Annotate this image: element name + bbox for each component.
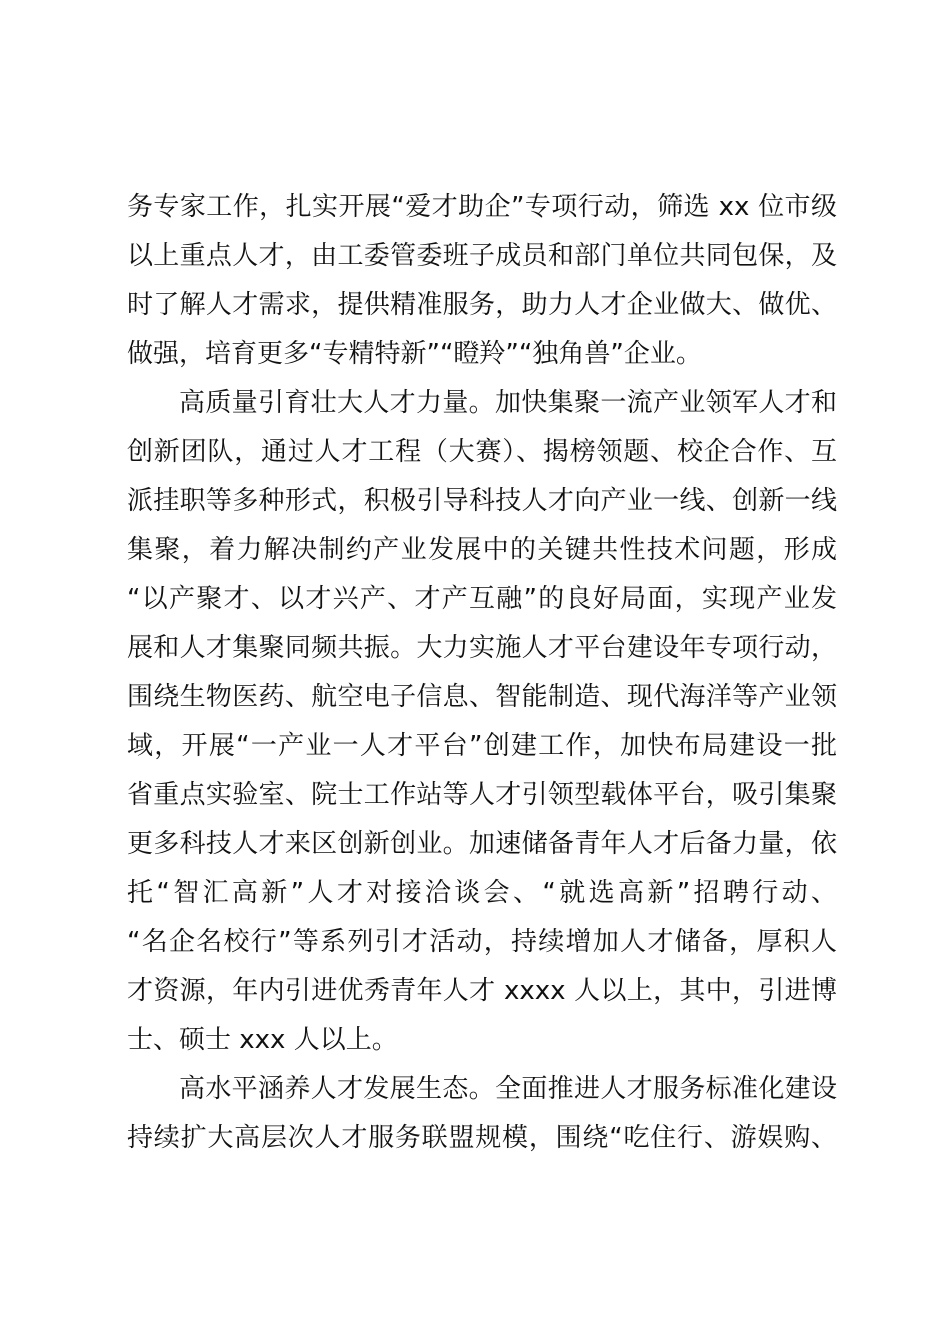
text-line: 围绕生物医药、航空电子信息、智能制造、现代海洋等产业领	[127, 682, 837, 712]
text-line: 以上重点人才，由工委管委班子成员和部门单位共同包保，及	[127, 241, 837, 271]
text-line: “名企名校行”等系列引才活动，持续增加人才储备，厚积人	[127, 927, 837, 957]
text-line: 士、硕士 xxx 人以上。	[127, 1025, 398, 1055]
text-line: 集聚，着力解决制约产业发展中的关键共性技术问题，形成	[127, 535, 837, 565]
text-line: 派挂职等多种形式，积极引导科技人才向产业一线、创新一线	[127, 486, 837, 516]
text-line: “以产聚才、以才兴产、才产互融”的良好局面，实现产业发	[127, 584, 837, 614]
text-line: 展和人才集聚同频共振。大力实施人才平台建设年专项行动，	[127, 633, 837, 663]
document-body	[127, 183, 837, 1163]
text-line: 更多科技人才来区创新创业。加速储备青年人才后备力量，依	[127, 829, 837, 859]
paragraph-heading-line: 高水平涵养人才发展生态。全面推进人才服务标准化建设	[179, 1074, 837, 1104]
text-line: 持续扩大高层次人才服务联盟规模，围绕“吃住行、游娱购、	[127, 1123, 837, 1153]
paragraph-heading-line: 高质量引育壮大人才力量。加快集聚一流产业领军人才和	[179, 388, 837, 418]
text-line: 域，开展“一产业一人才平台”创建工作，加快布局建设一批	[127, 731, 837, 761]
text-line: 做强，培育更多“专精特新”“瞪羚”“独角兽”企业。	[127, 339, 702, 369]
text-line: 托“智汇高新”人才对接洽谈会、“就选高新”招聘行动、	[127, 878, 837, 908]
text-line: 才资源，年内引进优秀青年人才 xxxx 人以上，其中，引进博	[127, 976, 837, 1006]
text-line: 创新团队，通过人才工程（大赛）、揭榜领题、校企合作、互	[127, 437, 837, 467]
text-line: 省重点实验室、院士工作站等人才引领型载体平台，吸引集聚	[127, 780, 837, 810]
text-line: 务专家工作，扎实开展“爱才助企”专项行动，筛选 xx 位市级	[127, 192, 837, 222]
text-line: 时了解人才需求，提供精准服务，助力人才企业做大、做优、	[127, 290, 837, 320]
